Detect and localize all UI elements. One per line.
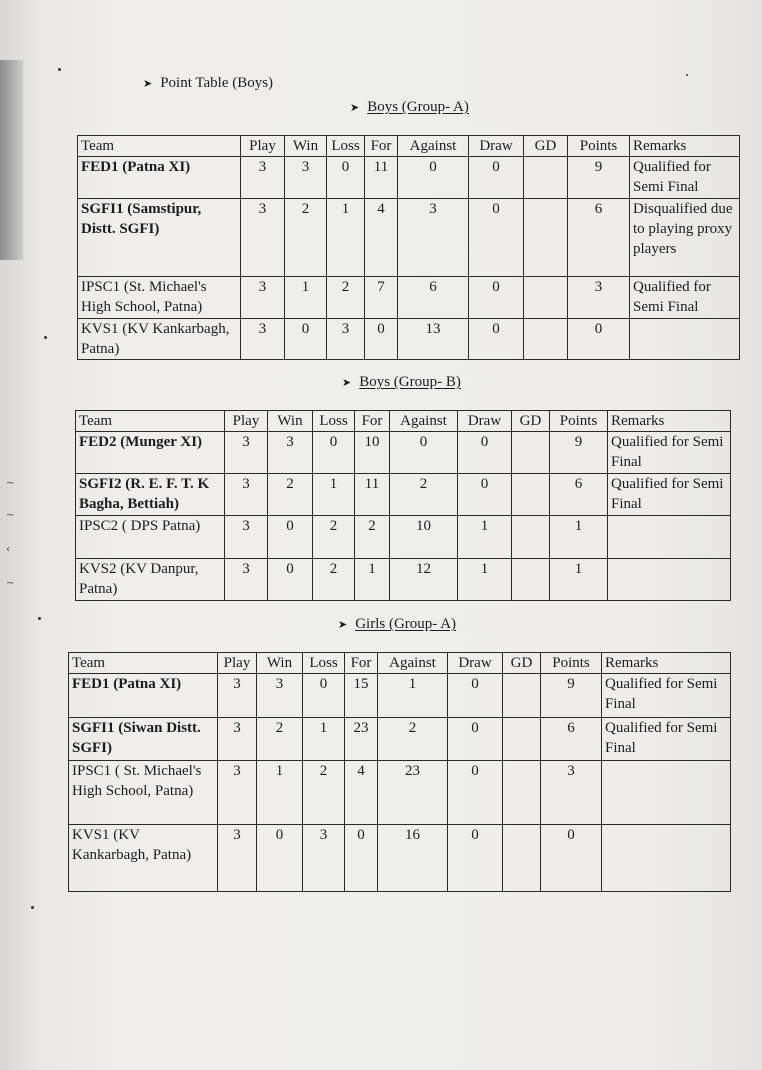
- margin-mark: ~: [6, 510, 15, 521]
- table-row: [76, 559, 731, 601]
- cell-gd: [524, 157, 568, 199]
- cell-remarks: Qualified for Semi Final: [608, 432, 731, 474]
- cell-points: 6: [541, 718, 602, 761]
- table-title-girls-group-a: [338, 616, 456, 633]
- cell-points: 3: [541, 761, 602, 825]
- points-table-boys-group-b: [75, 410, 731, 601]
- table-header: [69, 653, 731, 674]
- column-header-against: Against: [378, 653, 448, 674]
- cell-for: 23: [345, 718, 378, 761]
- cell-against: 23: [378, 761, 448, 825]
- cell-win: 3: [285, 157, 327, 199]
- cell-draw: 1: [458, 516, 512, 559]
- column-header-for: For: [355, 411, 390, 432]
- cell-remarks: Qualified for Semi Final: [602, 718, 731, 761]
- cell-loss: 2: [313, 559, 355, 601]
- cell-draw: 0: [469, 319, 524, 360]
- cell-win: 3: [268, 432, 313, 474]
- column-header-points: Points: [541, 653, 602, 674]
- cell-win: 0: [257, 825, 303, 892]
- column-header-for: For: [365, 136, 398, 157]
- cell-against: 3: [398, 199, 469, 277]
- cell-remarks: Qualified for Semi Final: [602, 674, 731, 718]
- table-body: [76, 432, 731, 601]
- cell-play: 3: [225, 559, 268, 601]
- column-header-play: Play: [241, 136, 285, 157]
- table-header: [76, 411, 731, 432]
- table-row: [76, 432, 731, 474]
- column-header-gd: GD: [512, 411, 550, 432]
- table-row: [69, 761, 731, 825]
- cell-remarks: [630, 319, 740, 360]
- points-table-girls-group-a: [68, 652, 731, 892]
- cell-against: 1: [378, 674, 448, 718]
- cell-against: 0: [398, 157, 469, 199]
- cell-loss: 1: [313, 474, 355, 516]
- cell-team: IPSC1 (St. Michael's High School, Patna): [78, 277, 241, 319]
- column-header-win: Win: [257, 653, 303, 674]
- cell-gd: [524, 199, 568, 277]
- margin-mark: ~: [6, 478, 15, 489]
- points-table-boys-group-a: [77, 135, 740, 360]
- column-header-gd: GD: [524, 136, 568, 157]
- header-row: [76, 411, 731, 432]
- cell-remarks: [602, 825, 731, 892]
- arrow-bullet-icon: ➤: [338, 618, 348, 631]
- cell-for: 2: [355, 516, 390, 559]
- column-header-team: Team: [76, 411, 225, 432]
- cell-play: 3: [218, 718, 257, 761]
- cell-points: 3: [568, 277, 630, 319]
- cell-win: 2: [285, 199, 327, 277]
- cell-remarks: [602, 761, 731, 825]
- cell-play: 3: [225, 516, 268, 559]
- cell-gd: [512, 516, 550, 559]
- cell-win: 3: [257, 674, 303, 718]
- page-edge-shadow: [0, 60, 24, 260]
- cell-play: 3: [225, 474, 268, 516]
- column-header-loss: Loss: [313, 411, 355, 432]
- column-header-win: Win: [285, 136, 327, 157]
- table-row: [78, 157, 740, 199]
- cell-points: 1: [550, 516, 608, 559]
- cell-points: 9: [568, 157, 630, 199]
- cell-points: 6: [568, 199, 630, 277]
- cell-team: SGFI1 (Samstipur, Distt. SGFI): [78, 199, 241, 277]
- cell-draw: 0: [448, 674, 503, 718]
- cell-gd: [503, 825, 541, 892]
- cell-for: 4: [345, 761, 378, 825]
- table-title-text: Girls (Group- A): [355, 616, 457, 632]
- cell-team: KVS1 (KV Kankarbagh, Patna): [69, 825, 218, 892]
- cell-play: 3: [241, 277, 285, 319]
- cell-win: 2: [268, 474, 313, 516]
- cell-draw: 1: [458, 559, 512, 601]
- cell-against: 6: [398, 277, 469, 319]
- cell-play: 3: [241, 157, 285, 199]
- cell-loss: 0: [313, 432, 355, 474]
- cell-draw: 0: [458, 432, 512, 474]
- cell-win: 0: [268, 516, 313, 559]
- cell-against: 12: [390, 559, 458, 601]
- cell-gd: [524, 319, 568, 360]
- column-header-points: Points: [568, 136, 630, 157]
- cell-team: SGFI1 (Siwan Distt. SGFI): [69, 718, 218, 761]
- table-row: [78, 277, 740, 319]
- arrow-bullet-icon: ➤: [350, 101, 360, 114]
- cell-points: 0: [568, 319, 630, 360]
- cell-draw: 0: [448, 825, 503, 892]
- cell-loss: 2: [313, 516, 355, 559]
- cell-win: 2: [257, 718, 303, 761]
- column-header-remarks: Remarks: [602, 653, 731, 674]
- speck: [44, 336, 47, 339]
- column-header-team: Team: [78, 136, 241, 157]
- table-title-boys-group-b: [342, 374, 461, 391]
- cell-points: 9: [550, 432, 608, 474]
- cell-remarks: Qualified for Semi Final: [608, 474, 731, 516]
- cell-against: 0: [390, 432, 458, 474]
- table-title-boys-group-a: [350, 99, 469, 116]
- cell-gd: [503, 761, 541, 825]
- cell-remarks: Qualified for Semi Final: [630, 277, 740, 319]
- cell-team: KVS2 (KV Danpur, Patna): [76, 559, 225, 601]
- column-header-remarks: Remarks: [608, 411, 731, 432]
- cell-for: 1: [355, 559, 390, 601]
- cell-play: 3: [218, 761, 257, 825]
- speck: [31, 906, 34, 909]
- cell-gd: [503, 718, 541, 761]
- cell-play: 3: [218, 825, 257, 892]
- table-row: [69, 825, 731, 892]
- speck: [686, 74, 688, 76]
- cell-against: 16: [378, 825, 448, 892]
- speck: [58, 68, 61, 71]
- cell-for: 0: [345, 825, 378, 892]
- column-header-draw: Draw: [448, 653, 503, 674]
- cell-against: 2: [390, 474, 458, 516]
- cell-for: 10: [355, 432, 390, 474]
- cell-loss: 1: [303, 718, 345, 761]
- table-title-text: Boys (Group- A): [367, 99, 469, 115]
- column-header-draw: Draw: [458, 411, 512, 432]
- cell-against: 13: [398, 319, 469, 360]
- page-title-text: Point Table (Boys): [160, 75, 274, 91]
- column-header-draw: Draw: [469, 136, 524, 157]
- cell-loss: 3: [327, 319, 365, 360]
- cell-gd: [512, 474, 550, 516]
- table-row: [76, 516, 731, 559]
- cell-gd: [512, 432, 550, 474]
- cell-draw: 0: [469, 277, 524, 319]
- cell-gd: [512, 559, 550, 601]
- cell-win: 1: [257, 761, 303, 825]
- column-header-play: Play: [218, 653, 257, 674]
- cell-loss: 2: [327, 277, 365, 319]
- cell-team: SGFI2 (R. E. F. T. K Bagha, Bettiah): [76, 474, 225, 516]
- cell-gd: [524, 277, 568, 319]
- cell-play: 3: [241, 319, 285, 360]
- table-body: [78, 157, 740, 360]
- cell-against: 10: [390, 516, 458, 559]
- table-row: [69, 718, 731, 761]
- cell-points: 9: [541, 674, 602, 718]
- column-header-for: For: [345, 653, 378, 674]
- cell-gd: [503, 674, 541, 718]
- cell-draw: 0: [469, 199, 524, 277]
- cell-for: 0: [365, 319, 398, 360]
- column-header-points: Points: [550, 411, 608, 432]
- cell-play: 3: [225, 432, 268, 474]
- cell-draw: 0: [469, 157, 524, 199]
- cell-draw: 0: [448, 718, 503, 761]
- page-title: [143, 75, 273, 92]
- table-row: [78, 319, 740, 360]
- cell-win: 1: [285, 277, 327, 319]
- cell-draw: 0: [458, 474, 512, 516]
- header-row: [69, 653, 731, 674]
- cell-loss: 1: [327, 199, 365, 277]
- cell-draw: 0: [448, 761, 503, 825]
- column-header-against: Against: [390, 411, 458, 432]
- cell-remarks: [608, 559, 731, 601]
- table-body: [69, 674, 731, 892]
- header-row: [78, 136, 740, 157]
- table-title-text: Boys (Group- B): [359, 374, 461, 390]
- cell-remarks: [608, 516, 731, 559]
- cell-remarks: Disqualified due to playing proxy players: [630, 199, 740, 277]
- cell-for: 4: [365, 199, 398, 277]
- cell-play: 3: [218, 674, 257, 718]
- column-header-loss: Loss: [327, 136, 365, 157]
- cell-for: 11: [365, 157, 398, 199]
- arrow-bullet-icon: ➤: [342, 376, 352, 389]
- cell-for: 7: [365, 277, 398, 319]
- cell-team: KVS1 (KV Kankarbagh, Patna): [78, 319, 241, 360]
- margin-mark: ~: [6, 578, 15, 589]
- column-header-loss: Loss: [303, 653, 345, 674]
- column-header-team: Team: [69, 653, 218, 674]
- cell-loss: 0: [327, 157, 365, 199]
- arrow-bullet-icon: ➤: [143, 77, 153, 90]
- cell-loss: 3: [303, 825, 345, 892]
- cell-against: 2: [378, 718, 448, 761]
- column-header-win: Win: [268, 411, 313, 432]
- table-header: [78, 136, 740, 157]
- table-row: [76, 474, 731, 516]
- cell-remarks: Qualified for Semi Final: [630, 157, 740, 199]
- cell-team: FED1 (Patna XI): [69, 674, 218, 718]
- column-header-against: Against: [398, 136, 469, 157]
- table-row: [69, 674, 731, 718]
- cell-points: 6: [550, 474, 608, 516]
- speck: [38, 617, 41, 620]
- table-row: [78, 199, 740, 277]
- cell-for: 11: [355, 474, 390, 516]
- cell-play: 3: [241, 199, 285, 277]
- cell-win: 0: [285, 319, 327, 360]
- cell-team: IPSC1 ( St. Michael's High School, Patna): [69, 761, 218, 825]
- cell-points: 1: [550, 559, 608, 601]
- cell-for: 15: [345, 674, 378, 718]
- cell-team: IPSC2 ( DPS Patna): [76, 516, 225, 559]
- column-header-play: Play: [225, 411, 268, 432]
- column-header-gd: GD: [503, 653, 541, 674]
- column-header-remarks: Remarks: [630, 136, 740, 157]
- cell-team: FED1 (Patna XI): [78, 157, 241, 199]
- cell-team: FED2 (Munger XI): [76, 432, 225, 474]
- cell-win: 0: [268, 559, 313, 601]
- cell-points: 0: [541, 825, 602, 892]
- cell-loss: 0: [303, 674, 345, 718]
- margin-mark: ‹: [6, 544, 10, 555]
- cell-loss: 2: [303, 761, 345, 825]
